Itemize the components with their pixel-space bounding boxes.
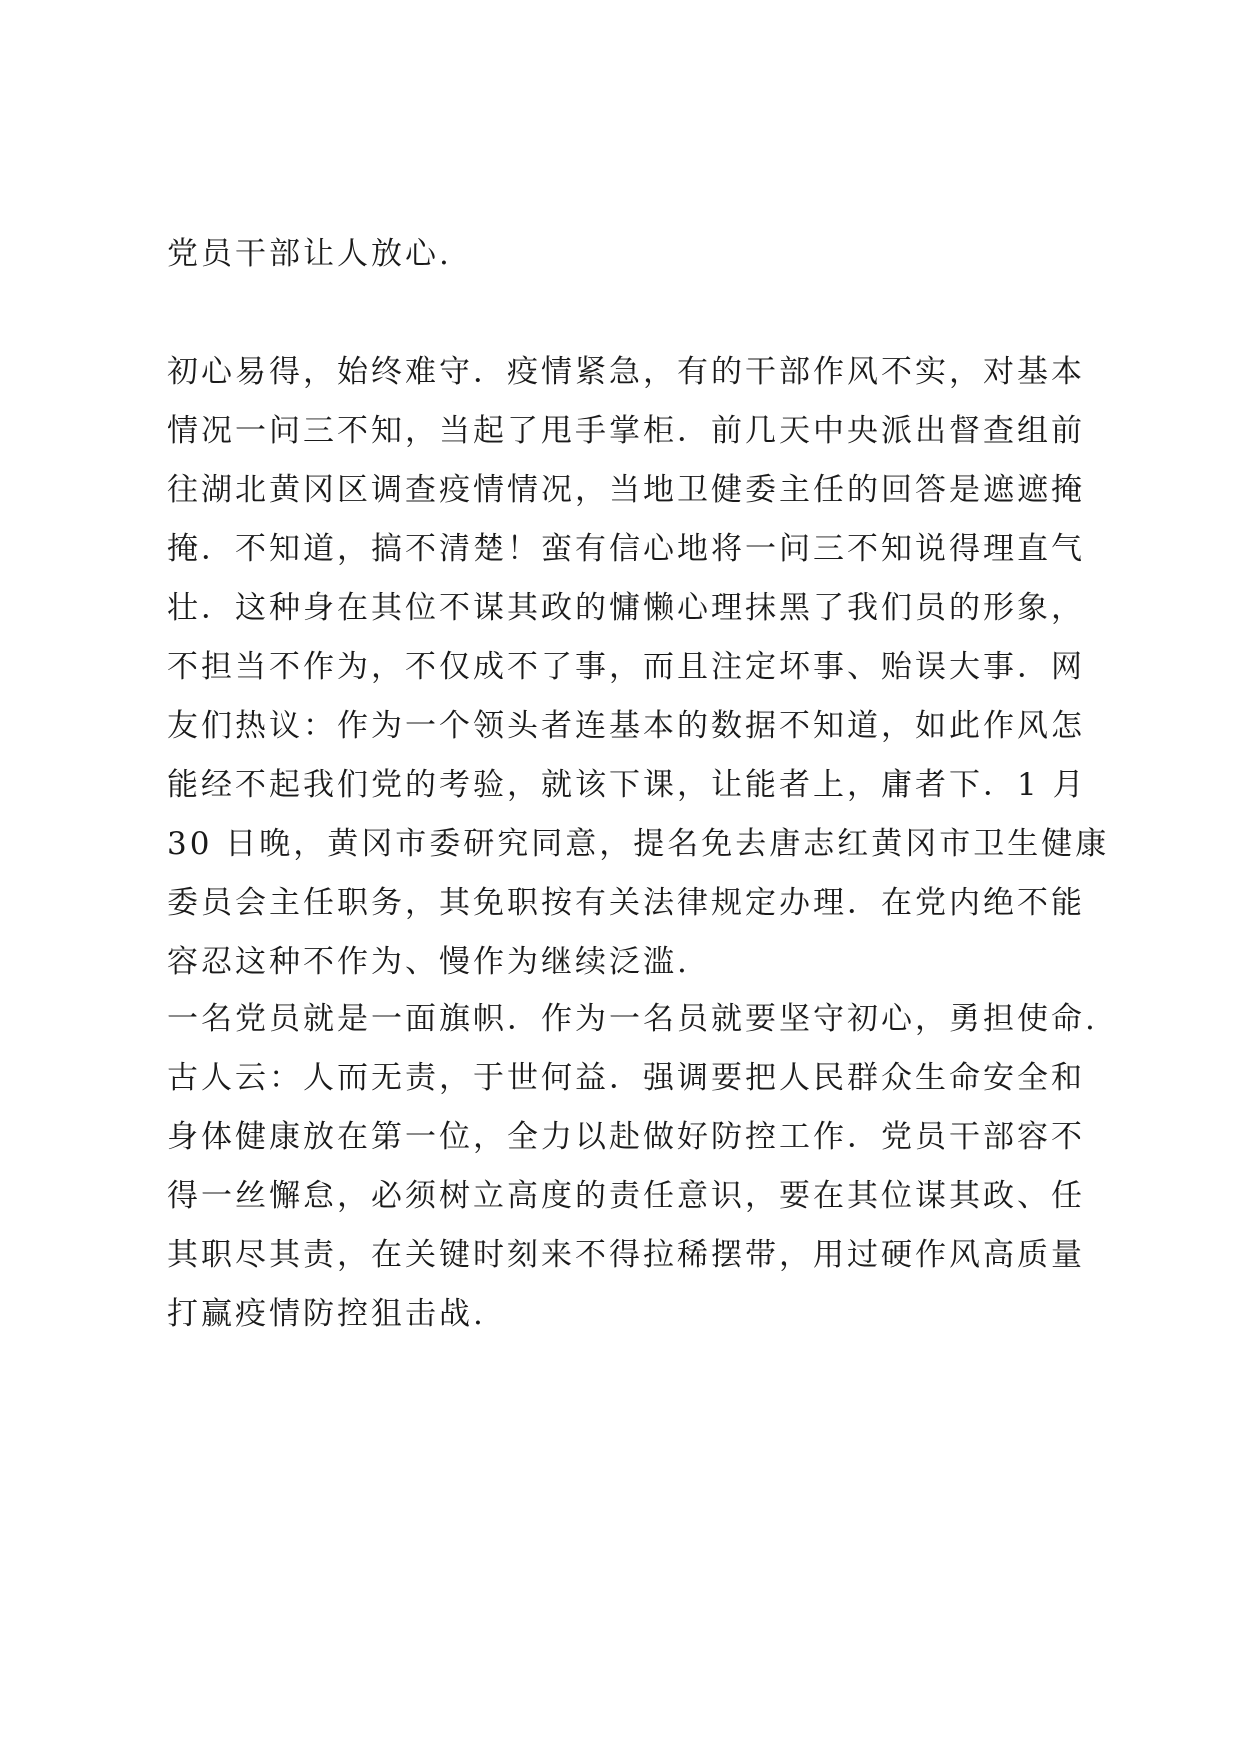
text-line: 能经不起我们党的考验，就该下课，让能者上，庸者下．1 月 bbox=[167, 767, 1087, 803]
text-line: 情况一问三不知，当起了甩手掌柜．前几天中央派出督查组前 bbox=[167, 413, 1085, 449]
text-line: 党员干部让人放心. bbox=[167, 236, 452, 272]
text-line: 友们热议：作为一个领头者连基本的数据不知道，如此作风怎 bbox=[167, 708, 1085, 744]
text-line: 掩．不知道，搞不清楚！蛮有信心地将一问三不知说得理直气 bbox=[167, 531, 1085, 567]
paragraph-3 bbox=[167, 990, 1098, 1344]
text-line: 容忍这种不作为、慢作为继续泛滥. bbox=[167, 944, 690, 980]
text-line: 古人云：人而无责，于世何益．强调要把人民群众生命安全和 bbox=[167, 1060, 1085, 1096]
text-line: 委员会主任职务，其免职按有关法律规定办理．在党内绝不能 bbox=[167, 885, 1085, 921]
text-line: 打赢疫情防控狙击战. bbox=[167, 1296, 486, 1332]
text-line: 壮．这种身在其位不谋其政的慵懒心理抹黑了我们员的形象， bbox=[167, 590, 1085, 626]
text-line: 不担当不作为，不仅成不了事，而且注定坏事、贻误大事．网 bbox=[167, 649, 1085, 685]
text-line: 得一丝懈怠，必须树立高度的责任意识，要在其位谋其政、任 bbox=[167, 1178, 1085, 1214]
text-line: 往湖北黄冈区调查疫情情况，当地卫健委主任的回答是遮遮掩 bbox=[167, 472, 1085, 508]
text-line: 身体健康放在第一位，全力以赴做好防控工作．党员干部容不 bbox=[167, 1119, 1085, 1155]
text-line: 30 日晚，黄冈市委研究同意，提名免去唐志红黄冈市卫生健康 bbox=[167, 826, 1110, 862]
text-line: 一名党员就是一面旗帜．作为一名员就要坚守初心，勇担使命. bbox=[167, 1001, 1098, 1037]
paragraph-1 bbox=[167, 225, 1072, 284]
text-line: 其职尽其责，在关键时刻来不得拉稀摆带，用过硬作风高质量 bbox=[167, 1237, 1085, 1273]
paragraph-2 bbox=[167, 343, 1110, 992]
text-line: 初心易得，始终难守．疫情紧急，有的干部作风不实，对基本 bbox=[167, 354, 1085, 390]
